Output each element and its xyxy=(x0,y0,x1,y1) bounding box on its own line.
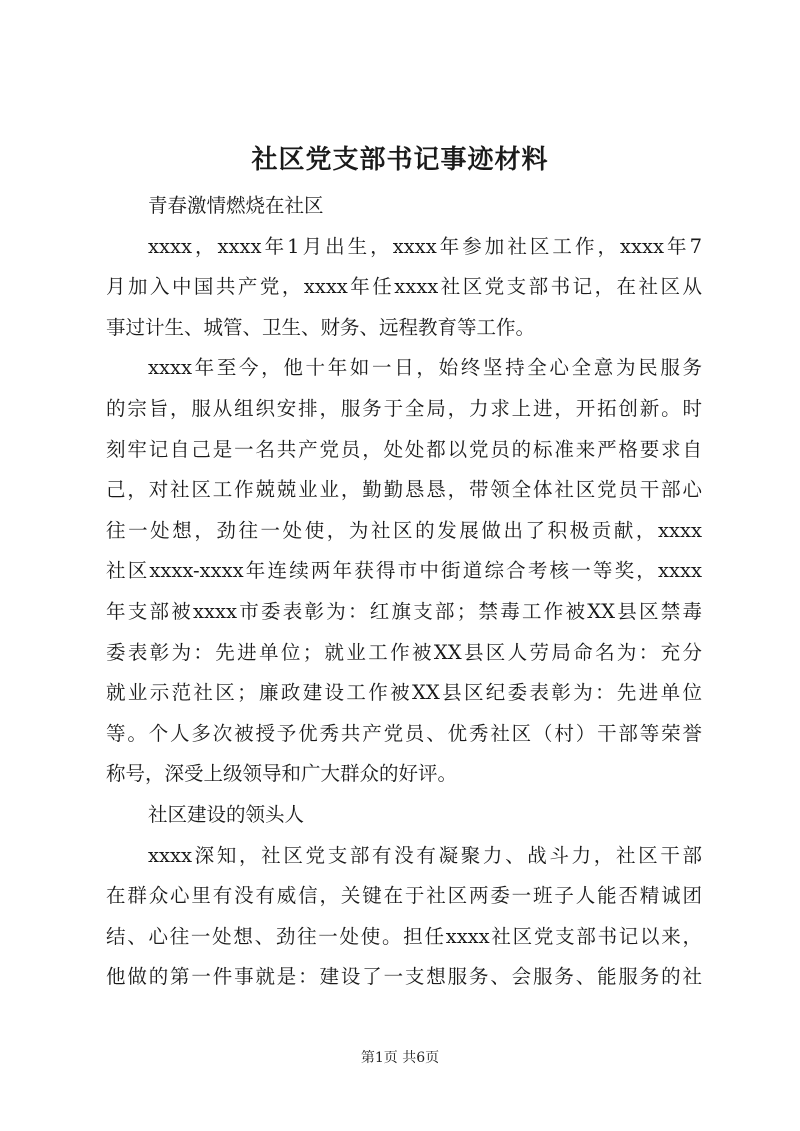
body-text-line: 结、心往一处想、劲往一处使。担任xxxx社区党支部书记以来， xyxy=(106,924,702,948)
body-text-line: 事过计生、城管、卫生、财务、远程教育等工作。 xyxy=(106,315,536,339)
body-text-line: 等。个人多次被授予优秀共产党员、优秀社区（村）干部等荣誉 xyxy=(106,721,702,745)
body-text-line: 称号，深受上级领导和广大群众的好评。 xyxy=(106,762,458,786)
body-text-line: 月加入中国共产党，xxxx年任xxxx社区党支部书记，在社区从 xyxy=(106,275,702,299)
body-text-line: 社区xxxx-xxxx年连续两年获得市中街道综合考核一等奖，xxxx xyxy=(106,559,702,583)
body-text-line: 往一处想，劲往一处使，为社区的发展做出了积极贡献，xxxx xyxy=(106,518,702,542)
body-text-line: 在群众心里有没有威信，关键在于社区两委一班子人能否精诚团 xyxy=(106,884,702,908)
document-body xyxy=(106,186,702,998)
body-text-line: 己，对社区工作兢兢业业，勤勤恳恳，带领全体社区党员干部心 xyxy=(106,478,702,502)
document-title: 社区党支部书记事迹材料 xyxy=(251,145,549,175)
body-text-line: 社区建设的领头人 xyxy=(148,802,305,826)
body-text-line: xxxx年至今，他十年如一日，始终坚持全心全意为民服务 xyxy=(148,356,702,380)
body-text-line: xxxx，xxxx年1月出生，xxxx年参加社区工作，xxxx年7 xyxy=(148,234,702,258)
body-text-line: 他做的第一件事就是：建设了一支想服务、会服务、能服务的社 xyxy=(106,965,702,989)
body-text-line: 的宗旨，服从组织安排，服务于全局，力求上进，开拓创新。时 xyxy=(106,396,702,420)
body-text-line: 就业示范社区；廉政建设工作被XX县区纪委表彰为：先进单位 xyxy=(106,681,702,705)
body-text-line: 委表彰为：先进单位；就业工作被XX县区人劳局命名为：充分 xyxy=(106,640,702,664)
body-text-line: 青春激情燃烧在社区 xyxy=(148,194,324,217)
page-footer: 第1页 共6页 xyxy=(360,1050,440,1066)
body-text-line: 刻牢记自己是一名共产党员，处处都以党员的标准来严格要求自 xyxy=(106,437,702,461)
body-text-line: 年支部被xxxx市委表彰为：红旗支部；禁毒工作被XX县区禁毒 xyxy=(106,599,702,623)
body-text-line: xxxx深知，社区党支部有没有凝聚力、战斗力，社区干部 xyxy=(148,843,702,867)
